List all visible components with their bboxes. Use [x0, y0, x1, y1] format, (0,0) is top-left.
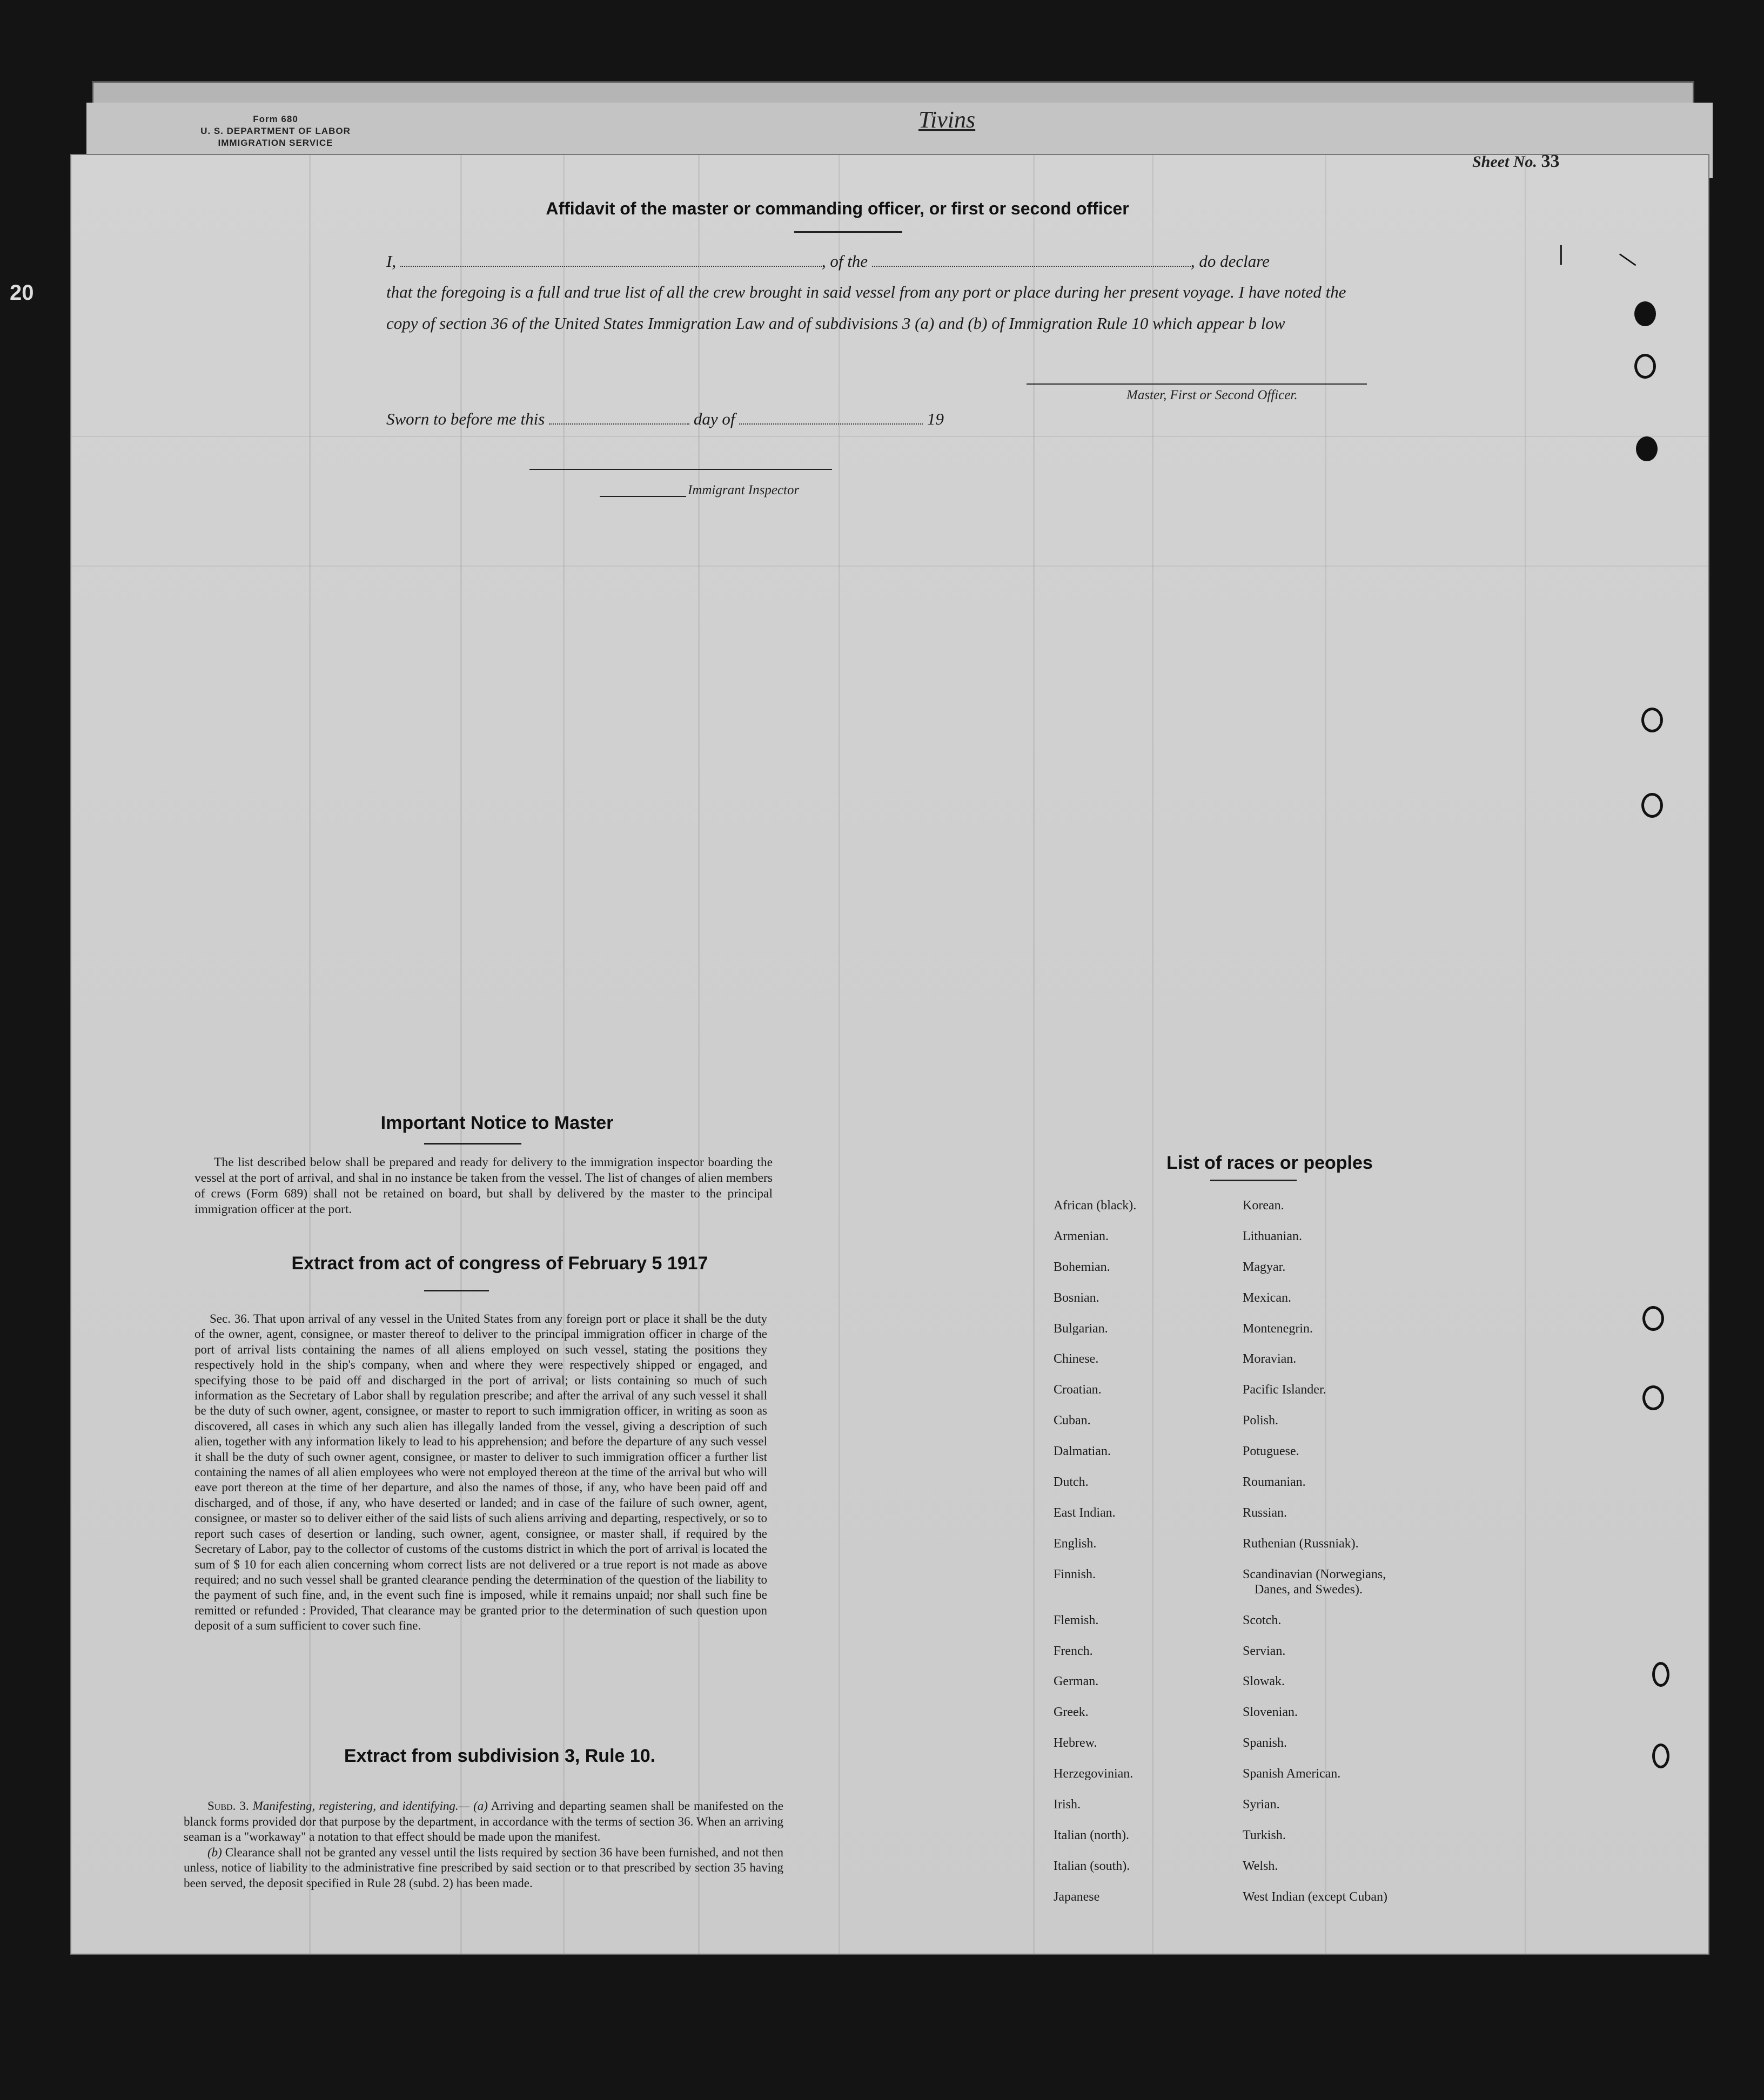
race-item: French. — [1054, 1644, 1093, 1658]
race-item: German. — [1054, 1674, 1099, 1689]
ghost-column-line — [309, 155, 311, 1954]
race-item: Russian. — [1243, 1505, 1287, 1520]
binding-hole — [1652, 1744, 1669, 1768]
race-item: Welsh. — [1243, 1859, 1278, 1873]
race-item: Spanish American. — [1243, 1767, 1341, 1781]
binding-mark: | — [1559, 241, 1564, 265]
race-item: Slovenian. — [1243, 1705, 1298, 1720]
race-item: Armenian. — [1054, 1229, 1109, 1243]
binding-hole — [1642, 1385, 1664, 1410]
extract-title: Extract from act of congress of February 5 1917 — [291, 1253, 708, 1274]
race-item: Roumanian. — [1243, 1475, 1306, 1490]
sworn-day-label: day of — [693, 409, 735, 428]
binding-hole — [1636, 436, 1658, 461]
race-item: African (black). — [1054, 1199, 1137, 1213]
race-item: Greek. — [1054, 1705, 1089, 1720]
races-right-column — [1243, 1198, 1387, 1920]
notice-title: Important Notice to Master — [380, 1113, 614, 1133]
subdivision-heading: Manifesting, registering, and identifying.— (a) — [252, 1799, 488, 1813]
race-item: Dalmatian. — [1054, 1444, 1111, 1459]
section-36-label: Sec. 36. — [210, 1312, 250, 1325]
race-item: Hebrew. — [1054, 1736, 1097, 1751]
sworn-day-blank[interactable] — [549, 409, 689, 425]
extract-title-rule — [424, 1290, 489, 1291]
races-left-column — [1054, 1198, 1136, 1920]
subdivision-b-label: (b) — [207, 1845, 222, 1859]
inspector-underline — [600, 496, 686, 497]
race-item: Ruthenian (Russniak). — [1243, 1536, 1359, 1551]
race-item: Servian. — [1243, 1644, 1286, 1658]
vessel-name-blank[interactable] — [872, 252, 1191, 267]
rule10-title: Extract from subdivision 3, Rule 10. — [344, 1746, 656, 1766]
binding-mark: | — [1614, 249, 1638, 268]
race-item: Potuguese. — [1243, 1444, 1299, 1459]
race-item: Turkish. — [1243, 1828, 1286, 1842]
form-number: Form 680 — [253, 114, 298, 124]
ghost-column-line — [1033, 155, 1035, 1954]
races-title: List of races or peoples — [1166, 1153, 1373, 1173]
ghost-row-line — [71, 436, 1708, 437]
race-item: Scandinavian (Norwegians, — [1243, 1567, 1386, 1581]
race-item: Danes, and Swedes). — [1255, 1582, 1363, 1597]
sheet-number — [1472, 151, 1560, 172]
sworn-year: 19 — [927, 409, 944, 428]
affidavit-declaration-line — [386, 252, 1270, 271]
race-item: West Indian (except Cuban) — [1243, 1889, 1387, 1904]
race-item: Scotch. — [1243, 1613, 1282, 1627]
binding-hole — [1641, 793, 1663, 818]
race-item: Flemish. — [1054, 1613, 1099, 1627]
subdivision-label: Subd. 3. — [207, 1799, 249, 1813]
sworn-line — [386, 409, 944, 429]
ghost-column-line — [1525, 155, 1526, 1954]
binding-hole — [1652, 1662, 1669, 1687]
service-name: IMMIGRATION SERVICE — [218, 138, 333, 148]
inspector-label: Immigrant Inspector — [688, 483, 800, 497]
race-item: Dutch. — [1054, 1475, 1089, 1490]
master-name-blank[interactable] — [400, 252, 822, 267]
race-item: Montenegrin. — [1243, 1321, 1313, 1336]
binding-hole — [1642, 1306, 1664, 1331]
race-item: East Indian. — [1054, 1505, 1116, 1520]
section-36-body: That upon arrival of any vessel in the United States from any foreign port or place it shall be the duty of the owner, agent, consignee, or master thereof to deliver to the principal immigration officer in charge of the port of arrival lists containing the names of all aliens employed on such vessel, stating the positions they respectively hold in the ship's company, when and where they were respectively shipped or engaged, and specifying those to be paid off and discharged in the port of arrival; or lists containing so much of such information as the Secretary of Labor shall by regulation prescribe; and after the arrival of any such vessel it shall be the duty of such owner, agent, consignee, or master to report to such immigration officer, in writing as soon as discovered, all cases in which any such alien has illegally landed from the vessel, giving a description of such alien, together with any information likely to lead to his apprehension; and before the departure of any such vessel it shall be the duty of such owner agent, consignee, or master to deliver to such immigration officer a further list containing the names of all alien employees who were not employed thereon at the time of the arrival but who will eave port thereon at the time of her departure, and also the names of those, if any, who have been paid off and discharged, and of those, if any, who have deserted or landed; and in case of the failure of such owner, agent, consignee, or master so to deliver either of the said lists of such aliens arriving and departing, respectively, or so to report such cases of desertion or landing, such owner, agent, consignee, or master shall, if required by the Secretary of Labor, pay to the collector of customs of the customs district in which the port of arrival is located the sum of $ 10 for each alien concerning whom correct lists are not delivered or a true report is not made as above required; and no such vessel shall be granted clearance pending the determination of the question of the liability to the payment of such fine, and, in the event such fine is imposed, while it remains unpaid; nor shall such fine be remitted or refunded : Provided, That clearance may be granted prior to the determination of such question upon deposit of a sum sufficient to cover such fine. — [194, 1312, 767, 1633]
race-item: Cuban. — [1054, 1414, 1091, 1428]
race-item: Slowak. — [1243, 1674, 1285, 1689]
binding-hole — [1634, 354, 1656, 379]
race-item: Moravian. — [1243, 1352, 1297, 1367]
notice-text: The list described below shall be prepared and ready for delivery to the immigration inspector boarding the vessel at the port of arrival, and shal in no instance be taken from the vessel. The list of changes of alien members of crews (Form 689) shall not be retained on board, but shall by delivered by the master to the principal immigration officer at the port. — [194, 1155, 773, 1216]
notice-title-rule — [424, 1143, 521, 1145]
race-item: Irish. — [1054, 1798, 1081, 1812]
race-item: Korean. — [1243, 1199, 1284, 1213]
subdivision-a — [184, 1799, 783, 1845]
affidavit-body: that the foregoing is a full and true list of all the crew brought in said vessel from any port or place during her present voyage. I have noted the copy of section 36 of the United States Immigration Law and of subdivisions 3 (a) and (b) of Immigration Rule 10 which appear b low — [386, 282, 1346, 333]
subdivision-3-text — [184, 1799, 783, 1891]
race-item: Italian (south). — [1054, 1859, 1130, 1873]
race-item: Pacific Islander. — [1243, 1383, 1326, 1397]
binding-hole — [1634, 301, 1656, 326]
races-title-rule — [1210, 1180, 1297, 1181]
race-item: Bosnian. — [1054, 1290, 1099, 1305]
race-item: Polish. — [1243, 1414, 1279, 1428]
department-name: U. S. DEPARTMENT OF LABOR — [200, 126, 351, 136]
race-item: Magyar. — [1243, 1260, 1286, 1274]
ghost-column-line — [1152, 155, 1153, 1954]
signature-label: Master, First or Second Officer. — [1126, 388, 1298, 402]
race-item: Herzegovinian. — [1054, 1767, 1133, 1781]
affidavit-declare: , do declare — [1190, 252, 1270, 271]
race-item: Japanese — [1054, 1889, 1100, 1904]
section-36-text — [194, 1311, 767, 1634]
race-item: Spanish. — [1243, 1736, 1287, 1751]
binding-hole — [1641, 708, 1663, 732]
race-item: Croatian. — [1054, 1383, 1102, 1397]
affidavit-of-the: , of the — [821, 252, 868, 271]
signature-line[interactable] — [1027, 383, 1367, 385]
race-item: Bohemian. — [1054, 1260, 1110, 1274]
sheet-number-value: 33 — [1541, 151, 1560, 171]
race-item: Chinese. — [1054, 1352, 1099, 1367]
left-edge-fragment: 20 — [10, 281, 34, 305]
race-item: Syrian. — [1243, 1798, 1280, 1812]
ghost-row-line — [71, 566, 1708, 567]
handwritten-vessel-name: Tivins — [918, 106, 976, 133]
race-item: Mexican. — [1243, 1290, 1291, 1305]
sworn-prefix: Sworn to before me this — [386, 409, 545, 428]
race-item: Finnish. — [1054, 1567, 1096, 1581]
race-item: Italian (north). — [1054, 1828, 1129, 1842]
race-item: Lithuanian. — [1243, 1229, 1302, 1243]
inspector-signature-line[interactable] — [529, 469, 832, 470]
subdivision-a-body: Arriving and departing seamen shall be manifested on the blanck forms provided dor that purpose by the department, in accordance with the terms of section 36. When an arriving seaman is a "workaway" a notation to that effect should be made upon the manifest. — [184, 1799, 784, 1843]
sworn-month-blank[interactable] — [739, 409, 923, 425]
race-item: Bulgarian. — [1054, 1321, 1108, 1336]
subdivision-b — [184, 1845, 783, 1892]
sheet-label: Sheet No. — [1472, 153, 1537, 171]
subdivision-b-body: Clearance shall not be granted any vessel until the lists required by section 36 have been furnished, and not then unless, notice of liability to the administrative fine prescribed by said section or to that prescribed by section 35 having been served, the deposit specified in Rule 28 (subd. 2) has been made. — [184, 1845, 784, 1890]
affidavit-title: Affidavit of the master or commanding officer, or first or second officer — [546, 199, 1129, 218]
form-identifier — [162, 113, 389, 149]
race-item: English. — [1054, 1536, 1097, 1551]
affidavit-i: I, — [386, 252, 397, 271]
title-rule — [794, 231, 902, 233]
